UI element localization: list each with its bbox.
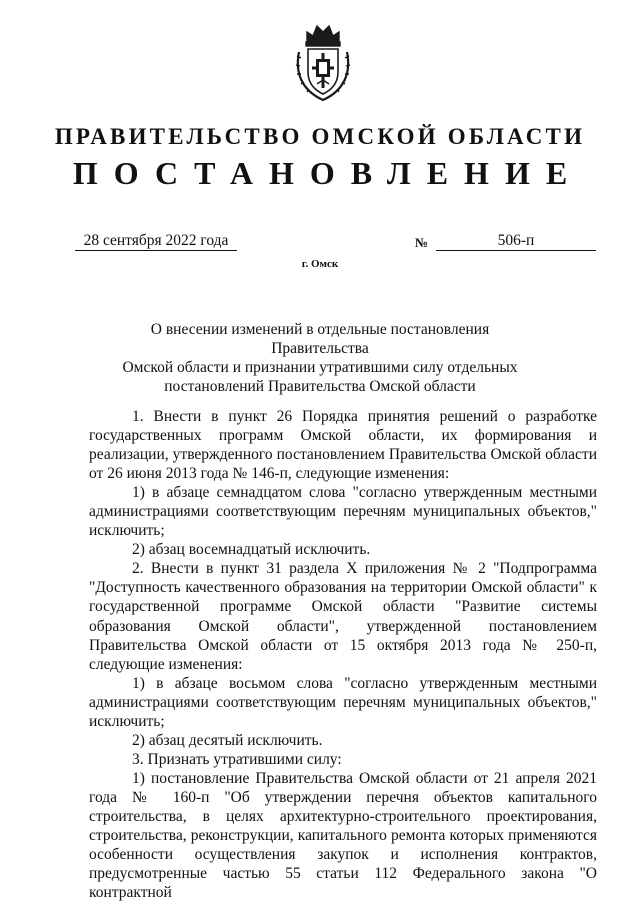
body-paragraph: 1) в абзаце восьмом слова "согласно утвержденным местными администрациями соответствующим перечням муниципальных объектов," исключить;: [89, 674, 597, 730]
body-paragraph: 1. Внести в пункт 26 Порядка принятия решений о разработке государственных программ Омской области, их формирования и реализации, утвержденного постановлением Правительства Омской области от 26 июня 2013 года № 146-п, следующие изменения:: [89, 408, 597, 483]
document-subject: [110, 320, 530, 396]
document-body: [89, 407, 597, 902]
body-paragraph: 1) постановление Правительства Омской области от 21 апреля 2021 года № 160-п "Об утверждении перечня объектов капитального строительства, в целях архитектурно-строительного проектирования, строительства, реконструкции, капитального ремонта которых применяются особенности осуществления закупок и исполнения контрактов, предусмотренные частью 55 статьи 112 Федерального закона "О контрактной: [89, 769, 597, 902]
document-type: ПОСТАНОВЛЕНИЕ: [72, 155, 584, 191]
body-paragraph: 2) абзац десятый исключить.: [132, 731, 323, 749]
document-city: г. Омск: [301, 258, 339, 270]
subject-line: О внесении изменений в отдельные постановления Правительства: [150, 321, 490, 357]
subject-line: постановлений Правительства Омской области: [164, 378, 476, 395]
coat-of-arms-icon: [293, 22, 353, 104]
body-paragraph: 2. Внести в пункт 31 раздела X приложения № 2 "Подпрограмма "Доступность качественного образования на территории Омской области" к государственной программе Омской области "Развитие системы образования Омской области", утвержденной постановлением Правительства Омской области от 15 октября 2013 года № 250-п, следующие изменения:: [89, 560, 597, 673]
organization-name: ПРАВИТЕЛЬСТВО ОМСКОЙ ОБЛАСТИ: [54, 124, 586, 149]
document-number: 506-п: [436, 232, 596, 251]
subject-line: Омской области и признании утратившими силу отдельных: [122, 359, 518, 376]
body-paragraph: 2) абзац восемнадцатый исключить.: [132, 541, 371, 559]
body-paragraph: 1) в абзаце семнадцатом слова "согласно утвержденным местными администрациями соответствующим перечням муниципальных объектов," исключить;: [89, 484, 597, 540]
document-date: 28 сентября 2022 года: [75, 232, 237, 251]
number-sign: №: [415, 235, 429, 250]
body-paragraph: 3. Признать утратившими силу:: [132, 750, 342, 768]
